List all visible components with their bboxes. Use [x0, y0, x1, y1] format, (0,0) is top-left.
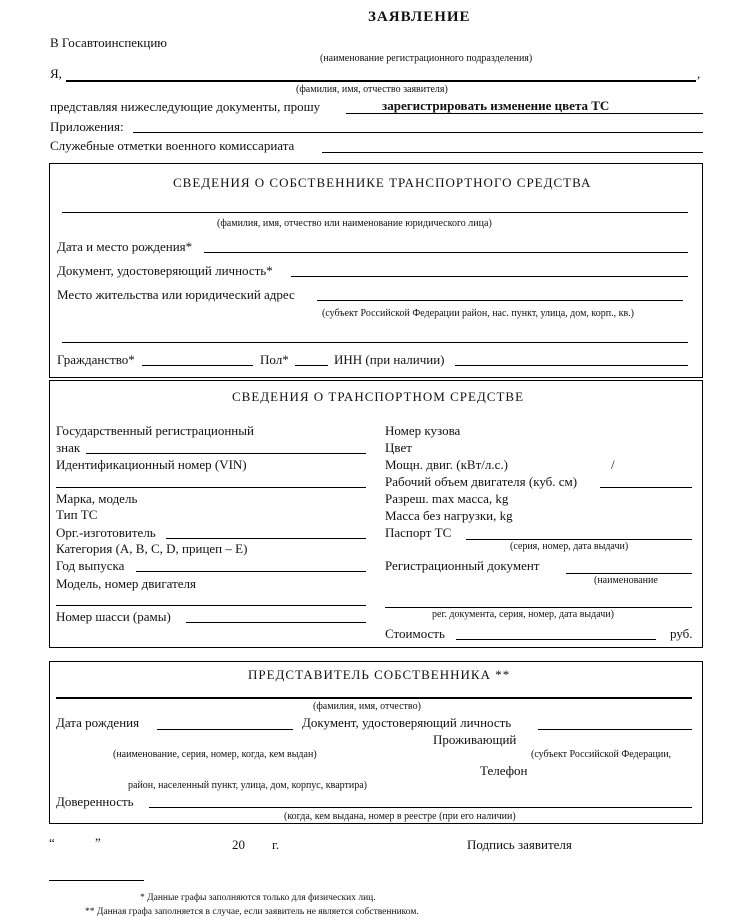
inn-label: ИНН (при наличии) [334, 352, 445, 367]
rep-fio-hint: (фамилия, имя, отчество) [313, 701, 421, 712]
passport-hint: (серия, номер, дата выдачи) [510, 541, 629, 552]
maker-label: Орг.-изготовитель [56, 525, 156, 540]
cost-label: Стоимость [385, 626, 445, 641]
rep-birth-label: Дата рождения [56, 715, 140, 730]
rep-fio-field[interactable] [56, 697, 692, 699]
to-gai-label: В Госавтоинспекцию [50, 35, 167, 50]
rep-phone-label: Телефон [480, 763, 528, 778]
engine-label: Модель, номер двигателя [56, 576, 197, 591]
chassis-field[interactable] [186, 622, 366, 623]
owner-address-field[interactable] [317, 300, 683, 301]
request-label: представляя нижеследующие документы, прошу [50, 99, 321, 114]
i-label: Я, [50, 66, 62, 81]
owner-identity-field[interactable] [291, 276, 688, 277]
body-label: Номер кузова [385, 423, 461, 438]
fio-hint: (фамилия, имя, отчество заявителя) [296, 84, 448, 95]
power-label: Мощн. двиг. (кВт/л.с.) [385, 457, 508, 472]
type-label: Тип ТС [56, 507, 98, 522]
request-field [346, 113, 703, 114]
rep-section [49, 661, 703, 824]
volume-field[interactable] [600, 487, 692, 488]
reg-doc-field[interactable] [566, 573, 692, 574]
volume-label: Рабочий объем двигателя (куб. см) [385, 474, 578, 489]
rep-identity-label: Документ, удостоверяющий личность [302, 715, 512, 730]
owner-address-field-2[interactable] [62, 342, 688, 343]
military-label: Служебные отметки военного комиссариата [50, 138, 295, 153]
request-value[interactable]: зарегистрировать изменение цвета ТС [382, 98, 610, 113]
comma: , [697, 66, 701, 81]
rep-address-hint: район, населенный пункт, улица, дом, корпус, квартира) [128, 780, 367, 791]
year-label: Год выпуска [56, 558, 125, 573]
power-slash: / [611, 457, 615, 472]
owner-address-hint: (субъект Российской Федерации район, нас. пункт, улица, дом, корп., кв.) [322, 308, 635, 319]
reg-sign-field[interactable] [86, 453, 366, 454]
year-suffix: г. [272, 837, 280, 852]
proxy-hint: (когда, кем выдана, номер в реестре (при его наличии) [284, 811, 516, 822]
cost-field[interactable] [456, 639, 656, 640]
reg-sign-label: Государственный регистрационный [56, 423, 254, 438]
owner-birth-field[interactable] [204, 252, 688, 253]
passport-label: Паспорт ТС [385, 525, 452, 540]
rep-doc-hint: (наименование, серия, номер, когда, кем выдан) [113, 749, 317, 760]
rep-birth-field[interactable] [157, 729, 293, 730]
owner-address-label: Место жительства или юридический адрес [57, 287, 295, 302]
passport-field[interactable] [466, 539, 692, 540]
owner-identity-label: Документ, удостоверяющий личность* [57, 263, 273, 278]
signature-label: Подпись заявителя [467, 837, 572, 852]
sex-label: Пол* [260, 352, 289, 367]
footnote-divider [49, 880, 144, 881]
rub-label: руб. [670, 626, 693, 641]
mass-label: Масса без нагрузки, kg [385, 508, 513, 523]
owner-name-hint: (фамилия, имя, отчество или наименование юридического лица) [217, 218, 492, 229]
sex-field[interactable] [295, 365, 328, 366]
owner-heading: СВЕДЕНИЯ О СОБСТВЕННИКЕ ТРАНСПОРТНОГО СРЕДСТВА [173, 175, 592, 190]
page-title: ЗАЯВЛЕНИЕ [368, 9, 471, 25]
max-mass-label: Разреш. max масса, kg [385, 491, 509, 506]
reg-doc-label: Регистрационный документ [385, 558, 540, 573]
maker-field[interactable] [166, 538, 366, 539]
engine-field[interactable] [56, 605, 366, 606]
attachments-field[interactable] [133, 132, 703, 133]
make-label: Марка, модель [56, 491, 138, 506]
applicant-fio-field[interactable] [66, 80, 696, 82]
reg-doc-field-2[interactable] [385, 607, 692, 608]
chassis-label: Номер шасси (рамы) [56, 609, 171, 624]
citizenship-field[interactable] [142, 365, 253, 366]
proxy-label: Доверенность [56, 794, 134, 809]
vehicle-heading: СВЕДЕНИЯ О ТРАНСПОРТНОМ СРЕДСТВЕ [232, 389, 525, 404]
rep-identity-field[interactable] [538, 729, 692, 730]
rep-subject-hint: (субъект Российской Федерации, [531, 749, 672, 760]
inn-field[interactable] [455, 365, 688, 366]
rep-living-label: Проживающий [433, 732, 517, 747]
owner-name-field[interactable] [62, 212, 688, 213]
category-label: Категория (A, B, C, D, прицеп – E) [56, 541, 248, 556]
year-field[interactable] [136, 571, 366, 572]
citizenship-label: Гражданство* [57, 352, 135, 367]
division-hint: (наименование регистрационного подразделения) [320, 53, 533, 64]
proxy-field[interactable] [149, 807, 692, 808]
military-field[interactable] [322, 152, 703, 153]
year-prefix: 20 [232, 837, 245, 852]
reg-doc-hint: (наименование [594, 575, 658, 586]
reg-sign-label-2: знак [56, 440, 81, 455]
footnote-2: ** Данная графа заполняется в случае, если заявитель не является собственником. [85, 907, 419, 917]
color-label: Цвет [385, 440, 412, 455]
quote-open: “ [49, 835, 55, 850]
vin-field[interactable] [56, 487, 366, 488]
quote-close: ” [95, 835, 101, 850]
vin-label: Идентификационный номер (VIN) [56, 457, 247, 472]
footnote-1: * Данные графы заполняются только для физических лиц. [140, 893, 376, 903]
rep-heading: ПРЕДСТАВИТЕЛЬ СОБСТВЕННИКА ** [248, 667, 511, 682]
reg-doc-hint-2: рег. документа, серия, номер, дата выдачи) [432, 609, 614, 620]
attachments-label: Приложения: [50, 119, 124, 134]
owner-birth-label: Дата и место рождения* [57, 239, 193, 254]
